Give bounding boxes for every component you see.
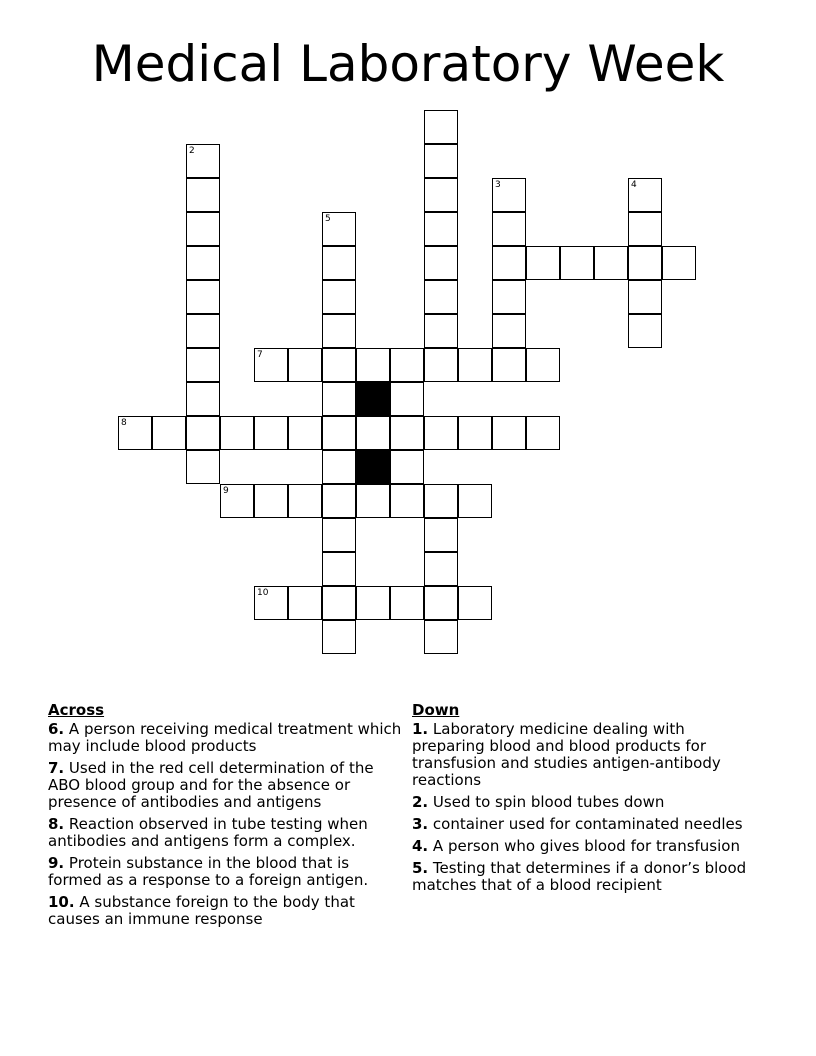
clue-number: 3.: [412, 815, 429, 833]
clue-text: Laboratory medicine dealing with preparing blood and blood products for transfusion and studies antigen-antibody reactions: [412, 720, 721, 789]
clue-number: 2.: [412, 793, 429, 811]
grid-cell[interactable]: [458, 416, 492, 450]
grid-cell[interactable]: [186, 212, 220, 246]
clue-across-7: [48, 760, 403, 811]
grid-cell[interactable]: [492, 348, 526, 382]
grid-cell[interactable]: [322, 280, 356, 314]
grid-cell[interactable]: [424, 280, 458, 314]
clue-down-1: [412, 721, 757, 789]
grid-cell[interactable]: [356, 484, 390, 518]
clue-number: 8.: [48, 815, 65, 833]
grid-cell[interactable]: [186, 144, 220, 178]
grid-cell[interactable]: [458, 484, 492, 518]
clue-text: A person receiving medical treatment which may include blood products: [48, 720, 402, 755]
grid-cell[interactable]: [322, 552, 356, 586]
clue-number: 6.: [48, 720, 65, 738]
clue-text: Reaction observed in tube testing when antibodies and antigens form a complex.: [48, 815, 368, 850]
grid-cell[interactable]: [322, 348, 356, 382]
grid-cell[interactable]: [594, 246, 628, 280]
grid-cell[interactable]: [628, 314, 662, 348]
grid-cell[interactable]: [356, 586, 390, 620]
grid-cell[interactable]: [186, 246, 220, 280]
grid-cell[interactable]: [322, 586, 356, 620]
grid-cell[interactable]: [186, 178, 220, 212]
clue-number-label: 9: [223, 486, 229, 496]
grid-cell[interactable]: [322, 484, 356, 518]
grid-cell[interactable]: [390, 484, 424, 518]
grid-cell[interactable]: [526, 348, 560, 382]
grid-cell[interactable]: [186, 416, 220, 450]
grid-cell[interactable]: [322, 314, 356, 348]
grid-cell[interactable]: [492, 416, 526, 450]
clue-text: Used in the red cell determination of the ABO blood group and for the absence or presence of antibodies and antigens: [48, 759, 374, 811]
clue-number: 5.: [412, 859, 429, 877]
grid-cell[interactable]: [356, 416, 390, 450]
grid-cell[interactable]: [254, 416, 288, 450]
clue-number: 1.: [412, 720, 429, 738]
grid-cell[interactable]: [390, 348, 424, 382]
grid-cell[interactable]: [390, 450, 424, 484]
grid-cell[interactable]: [220, 416, 254, 450]
grid-cell[interactable]: [390, 586, 424, 620]
across-clues: [48, 702, 403, 933]
clue-down-3: [412, 816, 757, 833]
clue-number: 9.: [48, 854, 65, 872]
grid-cell[interactable]: [322, 212, 356, 246]
grid-cell[interactable]: [322, 620, 356, 654]
black-square: [356, 450, 390, 484]
grid-cell[interactable]: [118, 416, 152, 450]
grid-cell[interactable]: [322, 450, 356, 484]
grid-cell[interactable]: [424, 620, 458, 654]
clue-number-label: 8: [121, 418, 127, 428]
grid-cell[interactable]: [322, 416, 356, 450]
clue-number-label: 2: [189, 146, 195, 156]
grid-cell[interactable]: [458, 348, 492, 382]
grid-cell[interactable]: [424, 314, 458, 348]
grid-cell[interactable]: [424, 552, 458, 586]
grid-cell[interactable]: [186, 382, 220, 416]
grid-cell[interactable]: [288, 484, 322, 518]
down-heading: Down: [412, 701, 460, 719]
clue-down-4: [412, 838, 757, 855]
grid-cell[interactable]: [254, 348, 288, 382]
clue-text: Used to spin blood tubes down: [432, 793, 665, 811]
clue-number-label: 10: [257, 588, 269, 598]
grid-cell[interactable]: [628, 280, 662, 314]
grid-cell[interactable]: [424, 246, 458, 280]
clue-text: container used for contaminated needles: [432, 815, 743, 833]
grid-cell[interactable]: [356, 348, 390, 382]
grid-cell[interactable]: [254, 586, 288, 620]
clue-number-label: 5: [325, 214, 331, 224]
clue-text: Protein substance in the blood that is formed as a response to a foreign antigen.: [48, 854, 369, 889]
grid-cell[interactable]: [526, 416, 560, 450]
grid-cell[interactable]: [390, 416, 424, 450]
grid-cell[interactable]: [424, 484, 458, 518]
grid-cell[interactable]: [152, 416, 186, 450]
grid-cell[interactable]: [220, 484, 254, 518]
grid-cell[interactable]: [526, 246, 560, 280]
grid-cell[interactable]: [186, 348, 220, 382]
grid-cell[interactable]: [424, 212, 458, 246]
grid-cell[interactable]: [186, 280, 220, 314]
grid-cell[interactable]: [424, 144, 458, 178]
clue-across-6: [48, 721, 403, 755]
grid-cell[interactable]: [492, 246, 526, 280]
grid-cell[interactable]: [458, 586, 492, 620]
clue-number-label: 4: [631, 180, 637, 190]
clue-number-label: 7: [257, 350, 263, 360]
clue-across-8: [48, 816, 403, 850]
grid-cell[interactable]: [186, 314, 220, 348]
clue-across-9: [48, 855, 403, 889]
grid-cell[interactable]: [424, 586, 458, 620]
grid-cell[interactable]: [288, 348, 322, 382]
grid-cell[interactable]: [322, 246, 356, 280]
grid-cell[interactable]: [186, 450, 220, 484]
down-clues: [412, 702, 757, 899]
clue-text: A substance foreign to the body that causes an immune response: [48, 893, 355, 928]
clue-number: 7.: [48, 759, 65, 777]
clue-down-2: [412, 794, 757, 811]
grid-cell[interactable]: [254, 484, 288, 518]
grid-cell[interactable]: [628, 178, 662, 212]
across-heading: Across: [48, 701, 105, 719]
clue-text: A person who gives blood for transfusion: [432, 837, 740, 855]
clue-text: Testing that determines if a donor’s blood matches that of a blood recipient: [412, 859, 747, 894]
grid-cell[interactable]: [628, 212, 662, 246]
grid-cell[interactable]: [322, 382, 356, 416]
clue-number: 4.: [412, 837, 429, 855]
clue-number: 10.: [48, 893, 75, 911]
grid-cell[interactable]: [492, 212, 526, 246]
grid-cell[interactable]: [424, 178, 458, 212]
grid-cell[interactable]: [424, 518, 458, 552]
grid-cell[interactable]: [390, 382, 424, 416]
page-title: Medical Laboratory Week: [91, 35, 725, 93]
grid-cell[interactable]: [424, 348, 458, 382]
grid-cell[interactable]: [492, 178, 526, 212]
clue-down-5: [412, 860, 757, 894]
grid-cell[interactable]: [560, 246, 594, 280]
grid-cell[interactable]: [322, 518, 356, 552]
black-square: [356, 382, 390, 416]
grid-cell[interactable]: [288, 416, 322, 450]
grid-cell[interactable]: [424, 110, 458, 144]
grid-cell[interactable]: [662, 246, 696, 280]
clue-number-label: 3: [495, 180, 501, 190]
grid-cell[interactable]: [492, 314, 526, 348]
grid-cell[interactable]: [288, 586, 322, 620]
clue-across-10: [48, 894, 403, 928]
grid-cell[interactable]: [492, 280, 526, 314]
grid-cell[interactable]: [628, 246, 662, 280]
grid-cell[interactable]: [424, 416, 458, 450]
